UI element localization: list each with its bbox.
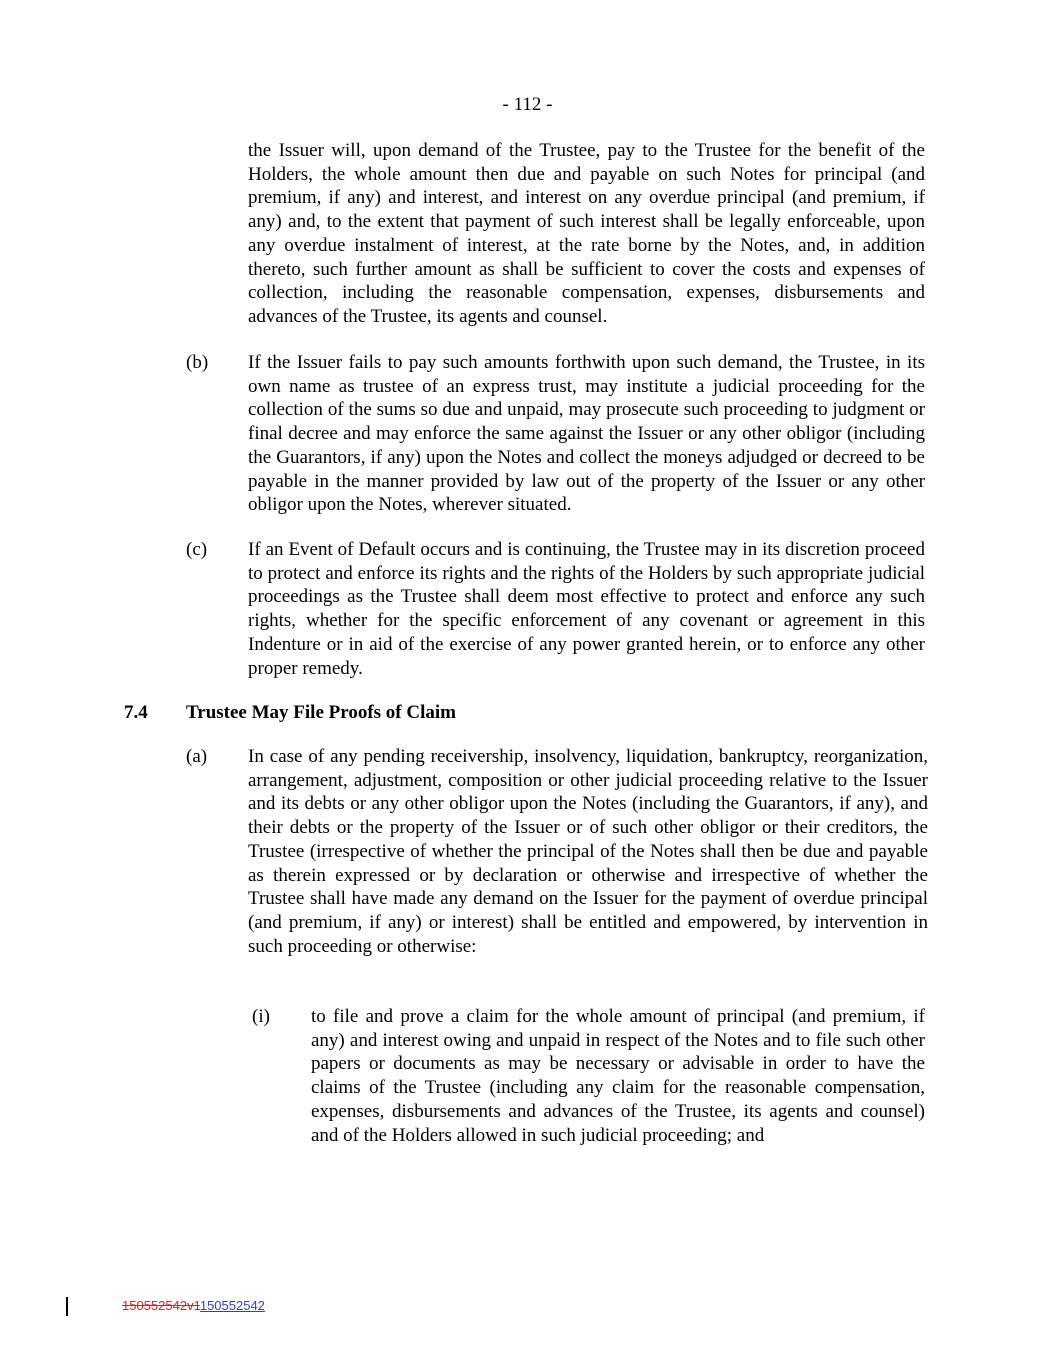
clause-c-label: (c) <box>186 539 208 560</box>
change-bar <box>66 1297 68 1316</box>
clause-a-text: In case of any pending receivership, insolvency, liquidation, bankruptcy, reorganization, arrangement, adjustment, composition or other judicial proceeding relative to the Issuer and its debts or any other obligor upon the Notes (including the Guarantors, if any), and their debts or the property of the Issuer or of such other obligor or their creditors, the Trustee (irrespective of whether the principal of the Notes shall then be due and payable as therein expressed or by declaration or otherwise and irrespective of whether the Trustee shall have made any demand on the Issuer for the payment of overdue principal (and premium, if any) or interest) shall be entitled and empowered, by intervention in such proceeding or otherwise: <box>248 746 928 957</box>
deleted-document-id: 150552542v1 <box>122 1298 200 1313</box>
inserted-document-id: 150552542 <box>199 1298 265 1313</box>
continuation-paragraph: the Issuer will, upon demand of the Trustee, pay to the Trustee for the benefit of the Holders, the whole amount then due and payable on such Notes for principal (and premium, if any) and interest, and interest on any overdue principal (and premium, if any) and, to the extent that payment of such interest shall be legally enforceable, upon any overdue instalment of interest, at the rate borne by the Notes, and, in addition thereto, such further amount as shall be sufficient to cover the costs and expenses of collection, including the reasonable compensation, expenses, disbursements and advances of the Trustee, its agents and counsel. <box>248 140 925 327</box>
clause-b-text: If the Issuer fails to pay such amounts forthwith upon such demand, the Trustee, in its own name as trustee of an express trust, may institute a judicial proceeding for the collection of the sums so due and unpaid, may prosecute such proceeding to judgment or final decree and may enforce the same against the Issuer or any other obligor (including the Guarantors, if any) upon the Notes and collect the moneys adjudged or decreed to be payable in the manner provided by law out of the property of the Issuer or any other obligor upon the Notes, wherever situated. <box>248 352 925 516</box>
subclause-i-text: to file and prove a claim for the whole amount of principal (and premium, if any) and interest owing and unpaid in respect of the Notes and to file such other papers or documents as may be necessary or advisable in order to have the claims of the Trustee (including any claim for the reasonable compensation, expenses, disbursements and advances of the Trustee, its agents and counsel) and of the Holders allowed in such judicial proceeding; and <box>311 1006 925 1146</box>
section-title: Trustee May File Proofs of Claim <box>186 702 456 723</box>
clause-c-text: If an Event of Default occurs and is continuing, the Trustee may in its discretion proceed to protect and enforce its rights and the rights of the Holders by such appropriate judicial proceedings as the Trustee shall deem most effective to protect and enforce any such rights, whether for the specific enforcement of any covenant or agreement in this Indenture or in aid of the exercise of any power granted herein, or to enforce any other proper remedy. <box>248 539 925 679</box>
section-number: 7.4 <box>124 702 148 723</box>
page-number: - 112 - <box>502 94 553 115</box>
clause-b-label: (b) <box>186 352 209 373</box>
subclause-i-label: (i) <box>252 1006 270 1027</box>
document-id <box>122 1298 265 1314</box>
clause-a-label: (a) <box>186 746 208 767</box>
